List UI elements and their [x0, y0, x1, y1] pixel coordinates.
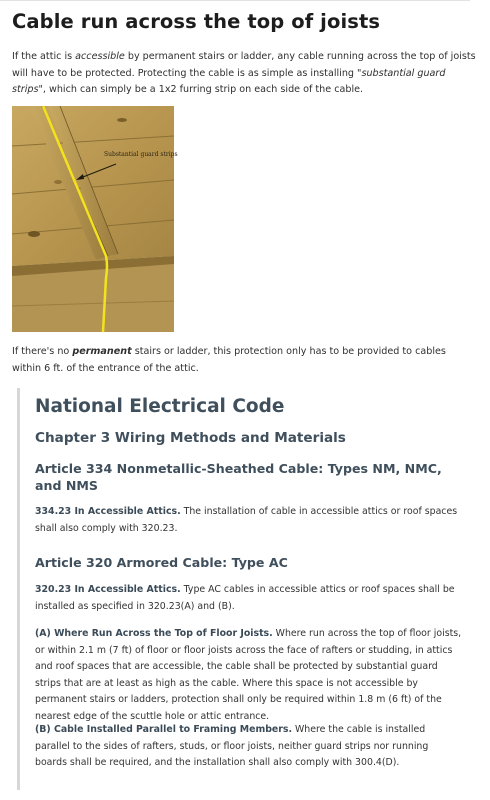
permanent-note-paragraph: [12, 344, 477, 377]
section-320-23-text: Type AC cables in accessible attics or roof spaces shall be installed as specified in 320.23(A) and (B).: [35, 584, 455, 612]
intro-text-2: by permanent stairs or ladder, any cable running across the top of joists will have to be protected. Protecting the cable is as simple as installing ": [12, 51, 476, 79]
section-334-23-label: 334.23 In Accessible Attics.: [35, 506, 181, 517]
section-334-23-text: The installation of cable in accessible attics or roof spaces shall also comply with 320.23.: [35, 506, 458, 534]
section-a-run-across-joists: [35, 626, 463, 725]
nec-blockquote: [17, 388, 475, 790]
section-334-23: [35, 504, 463, 537]
section-320-23-label: 320.23 In Accessible Attics.: [35, 584, 181, 595]
note-text-1: If there's no: [12, 346, 73, 357]
section-a-text: Where run across the top of floor joists, or within 2.1 m (7 ft) of floor or floor joists across the face of rafters or studding, in attics and roof spaces that are accessible, the cable shall be protected by substantial guard strips that are at least as high as the cable. Where this space is not accessible by permanent stairs or ladders, protection shall only be required within 1.8 m (6 ft) of the nearest edge of the scuttle hole or attic entrance.: [35, 628, 462, 722]
section-a-label: (A) Where Run Across the Top of Floor Joists.: [35, 628, 273, 639]
article-320-heading: Article 320 Armored Cable: Type AC: [35, 555, 288, 570]
section-b-text: Where the cable is installed parallel to the sides of rafters, studs, or floor joists, neither guard strips nor running boards shall be required, and the installation shall also comply with 300.4(D).: [35, 724, 429, 768]
intro-text-3: ", which can simply be a 1x2 furring strip on each side of the cable.: [38, 84, 364, 95]
section-320-23: [35, 582, 463, 615]
article-334-heading: Article 334 Nonmetallic-Sheathed Cable: Types NM, NMC, and NMS: [35, 461, 442, 493]
top-divider: [0, 0, 470, 1]
guard-strips-emphasis: substantial guard strips: [12, 67, 446, 95]
nec-heading: National Electrical Code: [35, 396, 285, 417]
intro-text-1: If the attic is: [12, 51, 76, 62]
intro-paragraph: [12, 49, 477, 99]
section-b-label: (B) Cable Installed Parallel to Framing Members.: [35, 724, 293, 735]
chapter-heading: Chapter 3 Wiring Methods and Materials: [35, 430, 346, 446]
accessible-emphasis: accessible: [75, 51, 125, 62]
figure-label: Substantial guard strips: [104, 151, 178, 158]
guard-strips-illustration: [12, 106, 178, 332]
section-b-parallel-framing: [35, 722, 463, 772]
permanent-emphasis: permanent: [72, 346, 132, 357]
note-text-2: stairs or ladder, this protection only has to be provided to cables within 6 ft. of the entrance of the attic.: [12, 346, 446, 374]
section-title: Cable run across the top of joists: [12, 10, 381, 33]
